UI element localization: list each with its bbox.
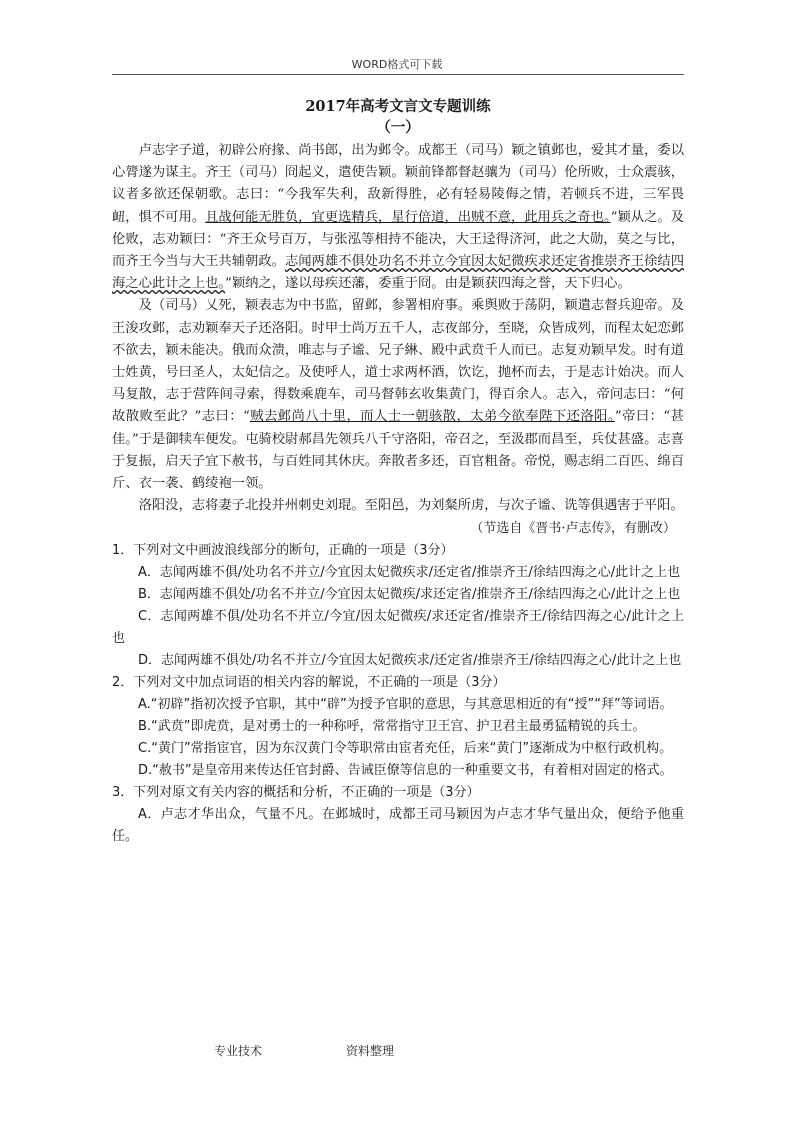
option-d: D.“赦书”是皇帝用来传达任官封爵、告诫臣僚等信息的一种重要文书，有着相对固定的格式。 bbox=[138, 763, 673, 779]
option-a: A．卢志才华出众，气量不凡。在邺城时，成都王司马颖因为卢志才华气量出众，便给予他重任。 bbox=[112, 807, 684, 845]
option-c: C.“黄门”常指宦官，因为东汉黄门令等职常由宦者充任，后来“黄门”逐渐成为中枢行政机构。 bbox=[138, 741, 673, 757]
question-1 bbox=[112, 540, 684, 672]
underlined-sentence: 且战何能无胜负，宜更选精兵，星行倍道，出贼不意，此用兵之奇也。 bbox=[205, 209, 611, 225]
passage-paragraph-2 bbox=[112, 295, 684, 495]
question-2 bbox=[112, 672, 684, 782]
passage-text: ”帝曰：“甚佳。”于是御犊车便发。屯骑校尉郝昌先领兵八千守洛阳，帝召之，至汲郡而昌至，兵仗甚盛。志喜于复振，启天子宜下赦书，与百姓同其休庆。奔散者多还，百官粗备。帝悦，赐志绢二百匹、绵百斤、衣一袭、鹤绫袍一领。 bbox=[112, 409, 684, 492]
option-a: A.“初辟”指初次授予官职，其中“辟”为授予官职的意思，与其意思相近的有“授”“拜”等词语。 bbox=[138, 697, 673, 713]
passage-text: 卢志字子道，初辟公府掾、尚书郎，出为邺令。成都王（司马）颖之镇邺也，爱其才量，委以心膂遂为谋主。齐王（司马）冏起义，遣使告颖。颖前锋都督赵骧为（司马）伦所败，士众震骇，议者多欲还保朝歌。志曰：“今我军失利，敌新得胜，必有轻易陵侮之情，若顿兵不进，三军畏衄，惧不可用。 bbox=[112, 143, 684, 225]
passage-text: ”颖纳之，遂以母疾还藩，委重于冏。由是颖获四海之誉，天下归心。 bbox=[225, 276, 631, 292]
header-divider bbox=[112, 74, 684, 75]
option-d: D．志闻两雄不俱处/功名不并立/今宜因太妃微疾求/还定省/推崇齐王/徐结四海之心/此计之上也 bbox=[138, 653, 682, 669]
question-3 bbox=[112, 782, 684, 848]
wavy-underlined-sentence: 志闻两雄不俱处功名不并立今宜因太妃微疾求还定省推崇齐王徐结四海之心此计之上也。 bbox=[112, 254, 685, 292]
passage-paragraph-1 bbox=[112, 140, 684, 295]
document-title: 2017年高考文言文专题训练 bbox=[305, 98, 491, 115]
page-header bbox=[112, 56, 682, 72]
question-stem: 3．下列对原文有关内容的概括和分析，不正确的一项是（3分） bbox=[112, 785, 480, 801]
option-b: B.“武贲”即虎贲，是对勇士的一种称呼，常常指守卫王宫、护卫君主最勇猛精锐的兵士。 bbox=[138, 719, 646, 735]
passage-source: （节选自《晋书·卢志传》，有删改） bbox=[470, 521, 676, 537]
footer-right: 资料整理 bbox=[346, 1044, 395, 1058]
passage-text: 及（司马）乂死，颖表志为中书监，留邺，参署相府事。乘舆败于荡阴，颖遣志督兵迎帝。及王浚攻邺，志劝颖奉天子还洛阳。时甲士尚万五千人，志夜部分，至晓，众皆成列，而程太妃恋邺不欲去，颖未能决。俄而众溃，唯志与子谧、兄子綝、殿中武贲千人而已。志复劝颖早发。时有道士姓黄，号曰圣人，太妃信之。及使呼人，道士求两杯酒，饮讫，抛杯而去，于是志计始决。而人马复散，志于营阵间寻索，得数乘鹿车，司马督韩玄收集黄门，得百余人。志入，帝问志曰：“何故散败至此？”志曰：“ bbox=[112, 298, 684, 425]
option-a: A．志闻两雄不俱/处功名不并立/今宜因太妃微疾求/还定省/推崇齐王/徐结四海之心/此计之上也 bbox=[138, 565, 681, 581]
passage-text: ”颖从之。及伦败，志劝颖曰：“齐王众号百万，与张泓等相持不能决，大王迳得济河，此之大勋，莫之与比，而齐王今当与大王共辅朝政。 bbox=[112, 209, 684, 270]
option-c: C．志闻两雄不俱/处功名不并立/今宜/因太妃微疾/求还定省/推崇齐王/徐结四海之心/此计之上也 bbox=[112, 609, 684, 647]
question-stem: 1．下列对文中画波浪线部分的断句，正确的一项是（3分） bbox=[112, 543, 454, 559]
header-text: WORD格式可下载 bbox=[351, 58, 443, 71]
option-b: B．志闻两雄不俱处/功名不并立/今宜因太妃微疾/求还定省/推崇齐王/徐结四海之心/此计之上也 bbox=[138, 587, 681, 603]
footer-left: 专业技术 bbox=[214, 1044, 263, 1058]
underlined-sentence: 贼去邺尚八十里，而人士一朝骇散，太弟今欲奉陛下还洛阳。 bbox=[249, 409, 615, 425]
question-stem: 2．下列对文中加点词语的相关内容的解说，不正确的一项是（3分） bbox=[112, 675, 506, 691]
document-body bbox=[112, 96, 684, 848]
passage-paragraph-3: 洛阳没，志将妻子北投并州刺史刘琨。至阳邑，为刘粲所虏，与次子谧、诜等俱遇害于平阳。 bbox=[138, 498, 684, 514]
document-subtitle: （一） bbox=[376, 119, 420, 136]
